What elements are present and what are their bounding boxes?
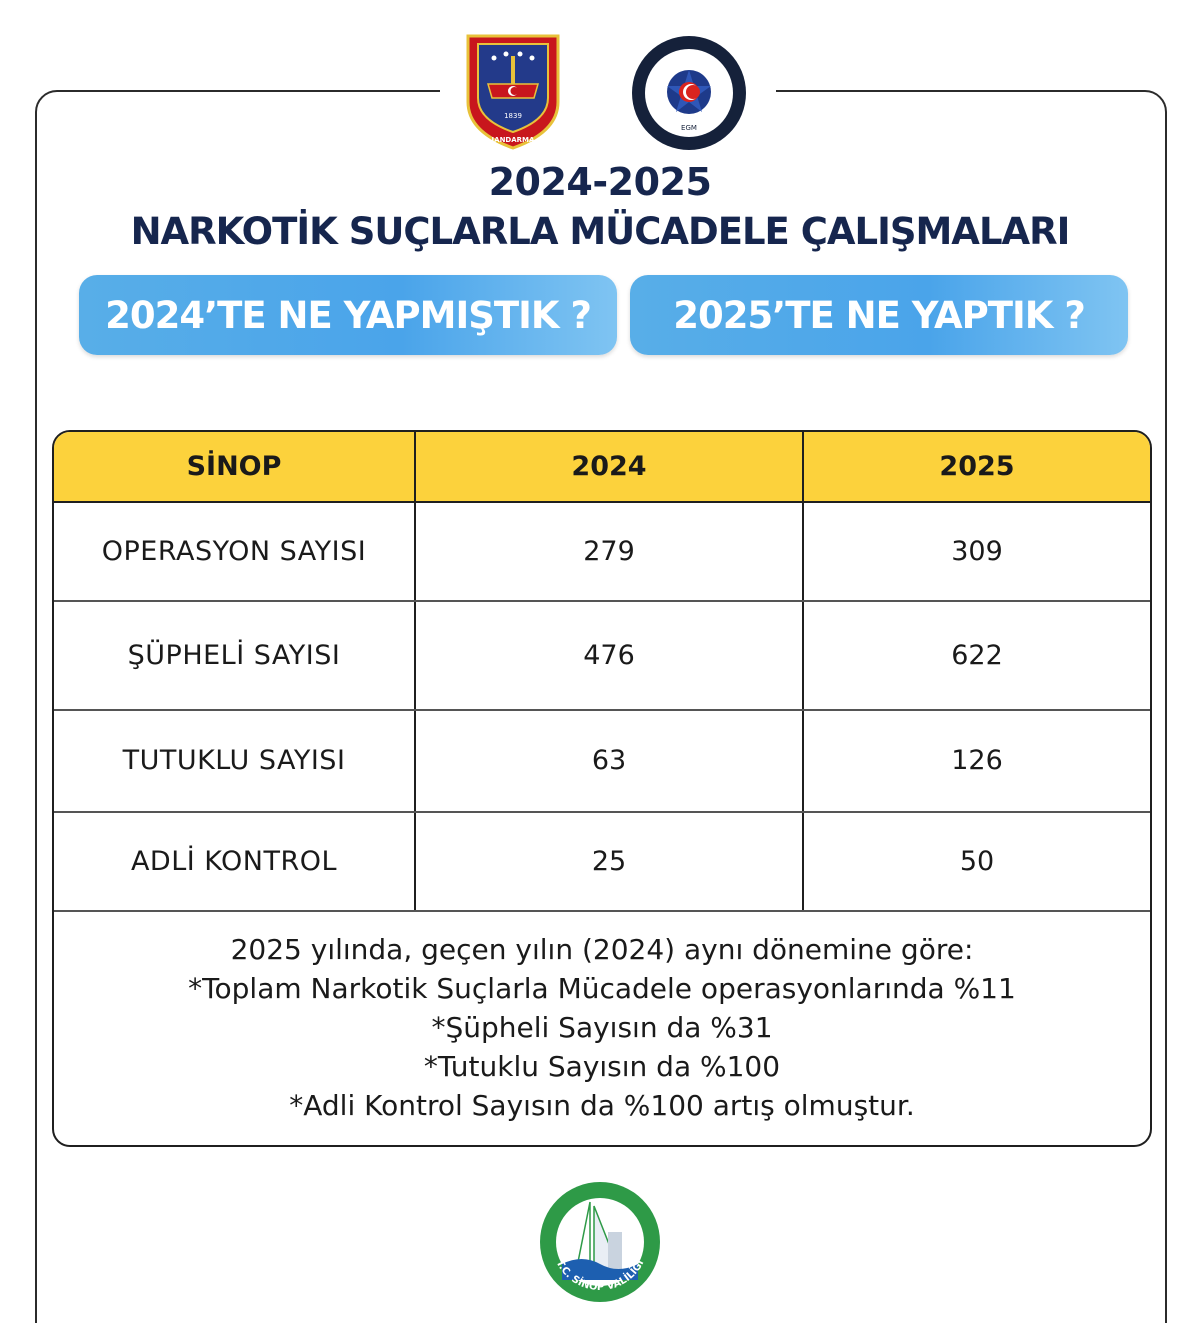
egm-ring-text: SİNOP EMNİYET MÜDÜRLÜĞÜ [645,52,733,96]
cell-operasyon-2025: 309 [951,536,1003,567]
button-2025[interactable]: 2025’TE NE YAPTIK ? [630,275,1128,355]
summary-notes [54,930,1150,1125]
button-2024[interactable]: 2024’TE NE YAPMIŞTIK ? [79,275,617,355]
jandarma-year-text: 1839 [504,112,522,120]
row-divider [54,910,1150,912]
cell-supheli-2025: 622 [951,639,1003,671]
cell-adli-kontrol-2024: 25 [591,845,627,877]
cell-supheli-2024: 476 [583,639,635,671]
row-label-adli-kontrol: ADLİ KONTROL [130,845,338,877]
jandarma-logo [464,32,562,150]
egm-logo [630,34,748,152]
notes-line: *Toplam Narkotik Suçlarla Mücadele operasyonlarında %11 [188,972,1016,1005]
notes-line: 2025 yılında, geçen yılın (2024) aynı dönemine göre: [230,933,974,966]
row-label-tutuklu: TUTUKLU SAYISI [122,745,346,776]
jandarma-logo-text: JANDARMA [491,136,535,144]
notes-line: *Adli Kontrol Sayısın da %100 artış olmuştur. [289,1089,915,1122]
egm-label: EGM [681,124,697,132]
page-title: NARKOTİK SUÇLARLA MÜCADELE ÇALIŞMALARI [130,210,1070,253]
header-2024: 2024 [571,451,647,482]
header-2025: 2025 [939,451,1015,482]
notes-line: *Şüpheli Sayısın da %31 [431,1011,773,1044]
cell-adli-kontrol-2025: 50 [959,845,995,877]
title-years: 2024-2025 [488,160,712,204]
valilik-ring-text: T.C. SİNOP VALİLİĞİ [553,1258,647,1294]
cell-tutuklu-2024: 63 [591,745,627,776]
cell-operasyon-2024: 279 [583,536,635,567]
sinop-valilik-logo [538,1180,662,1304]
row-label-operasyon: OPERASYON SAYISI [101,536,367,567]
stats-table [52,430,1152,1147]
row-label-supheli: ŞÜPHELİ SAYISI [127,639,341,671]
notes-line: *Tutuklu Sayısın da %100 [423,1050,781,1083]
cell-tutuklu-2025: 126 [951,745,1003,776]
header-sinop: SİNOP [186,451,282,482]
